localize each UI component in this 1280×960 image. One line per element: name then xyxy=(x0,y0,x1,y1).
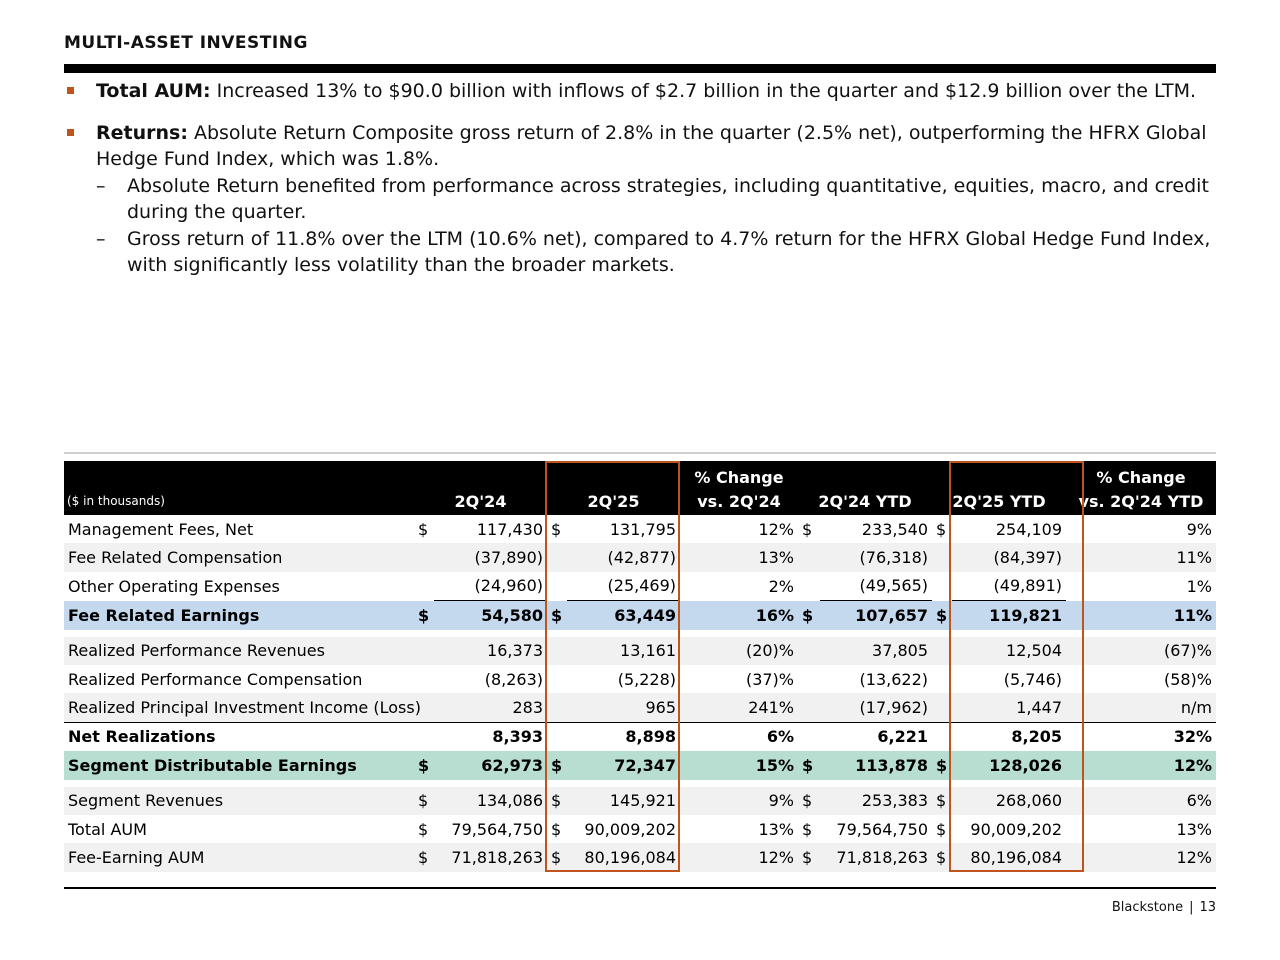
currency-symbol: $ xyxy=(798,787,820,815)
cell-2q24-ytd: 113,878 xyxy=(820,751,932,779)
cell-2q24-ytd: 253,383 xyxy=(820,787,932,815)
col-header-pct-change-2b: vs. 2Q'24 YTD xyxy=(1066,487,1216,515)
row-label: Fee Related Earnings xyxy=(64,601,414,630)
col-header-pct-change-2a: % Change xyxy=(1066,461,1216,487)
cell-2q25: 13,161 xyxy=(567,637,680,665)
bullet-text: Increased 13% to $90.0 billion with inflows of $2.7 billion in the quarter and $12.9 billion over the LTM. xyxy=(210,80,1197,102)
cell-2q24: 8,393 xyxy=(434,722,547,751)
row-label: Net Realizations xyxy=(64,722,414,751)
cell-2q25-ytd: (5,746) xyxy=(1003,669,1062,689)
square-bullet-icon xyxy=(67,129,74,136)
cell-2q24: (37,890) xyxy=(434,543,547,571)
cell-pct-change-q: 12% xyxy=(758,519,794,539)
row-label: Management Fees, Net xyxy=(68,519,254,539)
cell-2q25-ytd: 119,821 xyxy=(952,601,1066,630)
cell-2q24-ytd: (76,318) xyxy=(820,543,932,571)
dash-bullet: – xyxy=(96,228,106,250)
cell-2q24-ytd: 233,540 xyxy=(861,519,928,539)
cell-2q25: 145,921 xyxy=(567,787,680,815)
cell-pct-change-ytd: 12% xyxy=(1066,843,1216,871)
currency-symbol: $ xyxy=(551,819,562,839)
table-row-fee-related-earnings xyxy=(64,601,1216,630)
cell-2q24-ytd: 71,818,263 xyxy=(820,843,932,871)
cell-pct-change-ytd: 13% xyxy=(1176,819,1212,839)
page-number: 13 xyxy=(1199,900,1216,915)
cell-2q25: 90,009,202 xyxy=(584,819,676,839)
financial-table xyxy=(64,461,1216,872)
cell-2q24-ytd: (49,565) xyxy=(820,572,932,601)
cell-pct-change-q: 9% xyxy=(680,787,798,815)
cell-2q25-ytd: 12,504 xyxy=(952,637,1066,665)
currency-symbol: $ xyxy=(547,843,567,871)
cell-2q25-ytd: (84,397) xyxy=(952,543,1066,571)
cell-2q24-ytd: 37,805 xyxy=(820,637,932,665)
currency-symbol: $ xyxy=(414,601,434,630)
currency-symbol: $ xyxy=(932,601,952,630)
cell-2q24: 54,580 xyxy=(434,601,547,630)
footer xyxy=(1112,900,1216,915)
currency-symbol: $ xyxy=(936,819,947,839)
col-header-2q24: 2Q'24 xyxy=(414,487,547,515)
table-row xyxy=(64,572,1216,601)
cell-2q24: 134,086 xyxy=(434,787,547,815)
cell-pct-change-q: 13% xyxy=(680,543,798,571)
cell-pct-change-ytd: 32% xyxy=(1066,722,1216,751)
cell-pct-change-q: 2% xyxy=(768,576,794,596)
cell-pct-change-ytd: 6% xyxy=(1066,787,1216,815)
cell-pct-change-ytd: (58)% xyxy=(1163,669,1212,689)
cell-2q25: (5,228) xyxy=(617,669,676,689)
cell-2q25-ytd: 268,060 xyxy=(952,787,1066,815)
table-header-row-1 xyxy=(64,461,1216,487)
currency-symbol: $ xyxy=(418,519,429,539)
cell-2q24-ytd: (17,962) xyxy=(820,693,932,722)
cell-2q24: 71,818,263 xyxy=(434,843,547,871)
sub-bullet-text: Absolute Return benefited from performance across strategies, including quantitative, equities, macro, and credit during the quarter. xyxy=(127,175,1209,223)
cell-2q25: 63,449 xyxy=(567,601,680,630)
table-row xyxy=(64,815,1216,843)
currency-symbol: $ xyxy=(932,751,952,779)
row-label: Fee-Earning AUM xyxy=(64,843,414,871)
cell-2q25: 72,347 xyxy=(567,751,680,779)
sub-bullet-absolute-return xyxy=(64,173,1224,225)
cell-2q24-ytd: 6,221 xyxy=(820,722,932,751)
table-row xyxy=(64,543,1216,571)
brand-name: Blackstone xyxy=(1111,900,1184,915)
currency-symbol: $ xyxy=(798,843,820,871)
currency-symbol: $ xyxy=(802,519,813,539)
cell-2q24-ytd: 107,657 xyxy=(820,601,932,630)
currency-symbol: $ xyxy=(547,601,567,630)
cell-pct-change-ytd: n/m xyxy=(1066,693,1216,722)
cell-2q24-ytd: 79,564,750 xyxy=(836,819,928,839)
cell-pct-change-q: 16% xyxy=(680,601,798,630)
cell-pct-change-q: 241% xyxy=(680,693,798,722)
sub-bullet-gross-return xyxy=(64,226,1224,278)
table-row xyxy=(64,787,1216,815)
currency-symbol: $ xyxy=(932,787,952,815)
cell-pct-change-ytd: (67)% xyxy=(1066,637,1216,665)
table-row xyxy=(64,843,1216,871)
dash-bullet: – xyxy=(96,175,106,197)
bullet-returns xyxy=(64,120,1224,172)
bullet-total-aum xyxy=(64,78,1224,104)
cell-2q25: 965 xyxy=(567,693,680,722)
cell-2q24: 16,373 xyxy=(434,637,547,665)
cell-2q25-ytd: 128,026 xyxy=(952,751,1066,779)
cell-pct-change-ytd: 11% xyxy=(1066,601,1216,630)
currency-symbol: $ xyxy=(414,843,434,871)
cell-2q25-ytd: (49,891) xyxy=(952,572,1066,601)
currency-symbol: $ xyxy=(932,843,952,871)
cell-pct-change-q: 15% xyxy=(680,751,798,779)
currency-symbol: $ xyxy=(798,601,820,630)
title-rule xyxy=(64,64,1216,73)
cell-2q24: 62,973 xyxy=(434,751,547,779)
table-header-row-2 xyxy=(64,487,1216,515)
currency-symbol: $ xyxy=(798,751,820,779)
table-row xyxy=(64,665,1216,693)
row-label: Realized Principal Investment Income (Loss) xyxy=(64,693,414,722)
currency-symbol: $ xyxy=(414,787,434,815)
table-row-segment-distributable-earnings xyxy=(64,751,1216,779)
cell-2q25-ytd: 254,109 xyxy=(995,519,1062,539)
row-spacer xyxy=(64,780,1216,787)
currency-symbol: $ xyxy=(418,819,429,839)
page-title: MULTI-ASSET INVESTING xyxy=(64,33,308,53)
cell-2q24-ytd: (13,622) xyxy=(859,669,928,689)
cell-2q25-ytd: 90,009,202 xyxy=(970,819,1062,839)
cell-2q24: 117,430 xyxy=(476,519,543,539)
col-header-2q25: 2Q'25 xyxy=(547,487,680,515)
col-header-pct-change-1a: % Change xyxy=(680,461,798,487)
col-header-pct-change-1b: vs. 2Q'24 xyxy=(680,487,798,515)
col-header-2q24-ytd: 2Q'24 YTD xyxy=(798,487,932,515)
cell-pct-change-q: 12% xyxy=(680,843,798,871)
row-spacer xyxy=(64,630,1216,637)
row-label: Segment Distributable Earnings xyxy=(64,751,414,779)
table-top-rule xyxy=(64,452,1216,454)
cell-pct-change-ytd: 11% xyxy=(1066,543,1216,571)
currency-symbol: $ xyxy=(547,787,567,815)
row-label: Realized Performance Revenues xyxy=(64,637,414,665)
cell-2q25: (42,877) xyxy=(567,543,680,571)
cell-pct-change-ytd: 9% xyxy=(1186,519,1212,539)
currency-symbol: $ xyxy=(551,519,562,539)
cell-2q24: 79,564,750 xyxy=(451,819,543,839)
square-bullet-icon xyxy=(67,87,74,94)
sub-bullet-text: Gross return of 11.8% over the LTM (10.6% net), compared to 4.7% return for the HFRX Global Hedge Fund Index, with significantly less volatility than the broader markets. xyxy=(127,228,1211,276)
table-row xyxy=(64,637,1216,665)
bullet-text: Absolute Return Composite gross return of 2.8% in the quarter (2.5% net), outperforming the HFRX Global Hedge Fund Index, which was 1.8%. xyxy=(96,122,1207,170)
cell-2q25: 80,196,084 xyxy=(567,843,680,871)
currency-symbol: $ xyxy=(414,751,434,779)
currency-symbol: $ xyxy=(936,519,947,539)
cell-pct-change-ytd: 1% xyxy=(1186,576,1212,596)
bullet-heading: Returns: xyxy=(96,122,188,144)
currency-symbol: $ xyxy=(547,751,567,779)
currency-symbol: $ xyxy=(802,819,813,839)
cell-2q25: (25,469) xyxy=(567,572,680,601)
cell-2q25-ytd: 80,196,084 xyxy=(952,843,1066,871)
cell-pct-change-q: 13% xyxy=(758,819,794,839)
cell-2q25: 131,795 xyxy=(609,519,676,539)
cell-2q24: (8,263) xyxy=(484,669,543,689)
bullet-heading: Total AUM: xyxy=(96,80,211,102)
row-label: Realized Performance Compensation xyxy=(68,669,363,689)
cell-pct-change-q: 6% xyxy=(680,722,798,751)
cell-2q25-ytd: 1,447 xyxy=(952,693,1066,722)
cell-pct-change-q: (20)% xyxy=(680,637,798,665)
col-header-2q25-ytd: 2Q'25 YTD xyxy=(932,487,1066,515)
table-bottom-rule xyxy=(64,887,1216,889)
row-label: Other Operating Expenses xyxy=(68,576,280,596)
cell-2q24: (24,960) xyxy=(434,572,547,601)
row-label: Total AUM xyxy=(68,819,147,839)
table-row xyxy=(64,515,1216,543)
cell-pct-change-ytd: 12% xyxy=(1066,751,1216,779)
footer-separator: | xyxy=(1189,900,1194,915)
cell-2q25: 8,898 xyxy=(567,722,680,751)
cell-pct-change-q: (37)% xyxy=(745,669,794,689)
bullet-list xyxy=(64,78,1224,278)
cell-2q25-ytd: 8,205 xyxy=(952,722,1066,751)
table-row xyxy=(64,693,1216,722)
row-label: Segment Revenues xyxy=(64,787,414,815)
row-label: Fee Related Compensation xyxy=(64,543,414,571)
table-row-net-realizations xyxy=(64,722,1216,751)
unit-label: ($ in thousands) xyxy=(64,487,414,515)
cell-2q24: 283 xyxy=(434,693,547,722)
